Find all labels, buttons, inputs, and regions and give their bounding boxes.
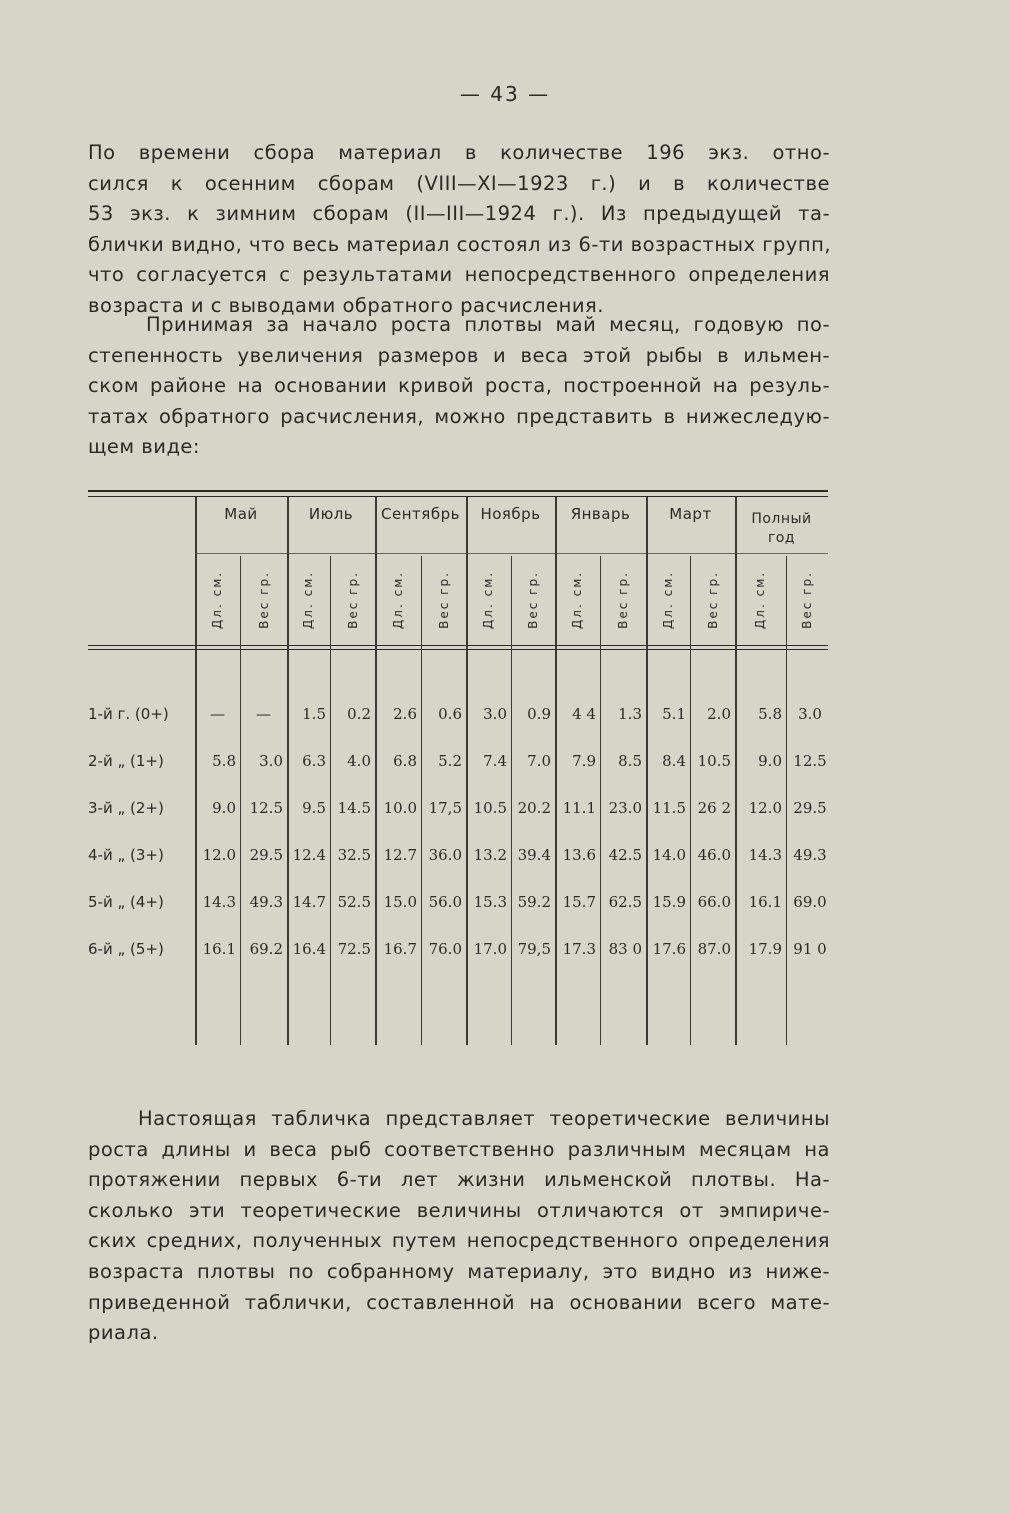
table-cell: 87.0 xyxy=(697,940,731,958)
sub-header-label: Дл. см. xyxy=(661,570,676,630)
text-line: щем виде: xyxy=(88,435,200,459)
table-cell: 0.9 xyxy=(527,705,551,723)
table-cell: 62.5 xyxy=(608,893,642,911)
table-cell: 5.8 xyxy=(758,705,782,723)
row-label: 2-й „ (1+) xyxy=(88,752,164,770)
table-cell: — xyxy=(210,705,225,723)
table-cell: 20.2 xyxy=(517,799,551,817)
sub-header-label: Вес гр. xyxy=(705,571,720,629)
table-cell: 36.0 xyxy=(428,846,462,864)
table-cell: 15.3 xyxy=(473,893,507,911)
table-cell: 17.9 xyxy=(748,940,782,958)
table-cell: 11.1 xyxy=(562,799,596,817)
month-header: Май xyxy=(224,505,258,523)
month-divider xyxy=(195,553,828,554)
sub-header-label: Вес гр. xyxy=(436,571,451,629)
paragraph-2 xyxy=(88,310,830,463)
table-cell: 32.5 xyxy=(337,846,371,864)
table-cell: 0.2 xyxy=(347,705,371,723)
table-cell: 69.0 xyxy=(793,893,827,911)
table-cell: 12.4 xyxy=(292,846,326,864)
table-cell: 66.0 xyxy=(697,893,731,911)
sub-header-label: Вес гр. xyxy=(256,571,271,629)
text-line: возраста плотвы по собранному материалу, это видно из ниже- xyxy=(88,1259,830,1283)
sub-header-label: Вес гр. xyxy=(526,571,541,629)
table-cell: 16.4 xyxy=(292,940,326,958)
table-cell: 13.2 xyxy=(473,846,507,864)
table-cell: — xyxy=(256,705,271,723)
length-header xyxy=(735,560,786,640)
table-cell: 23.0 xyxy=(608,799,642,817)
header-bottom-rule xyxy=(88,645,828,646)
table-cell: 13.6 xyxy=(562,846,596,864)
table-cell: 91 0 xyxy=(793,940,827,958)
table-cell: 1.5 xyxy=(302,705,326,723)
text-line: степенность увеличения размеров и веса этой рыбы в ильмен- xyxy=(88,343,830,367)
table-cell: 15.0 xyxy=(383,893,417,911)
table-cell: 10.5 xyxy=(473,799,507,817)
table-cell: 16.1 xyxy=(202,940,236,958)
table-cell: 4 4 xyxy=(572,705,596,723)
table-cell: 12.7 xyxy=(383,846,417,864)
month-header: Март xyxy=(669,505,712,523)
table-cell: 15.9 xyxy=(652,893,686,911)
table-cell: 12.5 xyxy=(249,799,283,817)
table-cell: 14.3 xyxy=(202,893,236,911)
table-cell: 0.6 xyxy=(438,705,462,723)
row-label: 4-й „ (3+) xyxy=(88,846,164,864)
sub-header-label: Вес гр. xyxy=(345,571,360,629)
table-cell: 11.5 xyxy=(652,799,686,817)
table-cell: 4.0 xyxy=(347,752,371,770)
month-header: Полный год xyxy=(751,511,812,546)
weight-header xyxy=(511,560,555,640)
text-line: протяжении первых 6-ти лет жизни ильменской плотвы. На- xyxy=(88,1168,830,1192)
table-cell: 7.9 xyxy=(572,752,596,770)
text-line: блички видно, что весь материал состоял из 6-ти возрастных групп, xyxy=(88,232,832,256)
table-cell: 49.3 xyxy=(793,846,827,864)
table-cell: 10.0 xyxy=(383,799,417,817)
table-cell: 9.0 xyxy=(212,799,236,817)
table-cell: 1.3 xyxy=(618,705,642,723)
table-cell: 12.5 xyxy=(793,752,827,770)
row-label: 5-й „ (4+) xyxy=(88,893,164,911)
table-cell: 79,5 xyxy=(517,940,551,958)
table-cell: 3.0 xyxy=(798,705,822,723)
table-cell: 8.4 xyxy=(662,752,686,770)
text-line: риала. xyxy=(88,1321,159,1345)
table-cell: 15.7 xyxy=(562,893,596,911)
sub-header-label: Дл. см. xyxy=(753,570,768,630)
text-line: Принимая за начало роста плотвы май месяц, годовую по- xyxy=(146,313,830,336)
table-cell: 29.5 xyxy=(793,799,827,817)
sub-header-label: Вес гр. xyxy=(800,571,815,629)
table-cell: 56.0 xyxy=(428,893,462,911)
text-line: роста длины и веса рыб соответственно различным месяцам на xyxy=(88,1137,830,1161)
sub-header-label: Вес гр. xyxy=(616,571,631,629)
length-header xyxy=(375,560,421,640)
row-label: 3-й „ (2+) xyxy=(88,799,164,817)
text-line: сился к осенним сборам (VIII—XI—1923 г.) и в количестве xyxy=(88,171,830,195)
text-line: приведенной таблички, составленной на основании всего мате- xyxy=(88,1290,830,1314)
table-cell: 2.6 xyxy=(393,705,417,723)
sub-header-label: Дл. см. xyxy=(481,570,496,630)
table-cell: 9.5 xyxy=(302,799,326,817)
page-number: — 43 — xyxy=(459,82,551,106)
month-header: Январь xyxy=(570,505,631,523)
table-cell: 26 2 xyxy=(697,799,731,817)
row-label: 6-й „ (5+) xyxy=(88,940,164,958)
table-top-rule xyxy=(88,490,828,492)
month-header: Сентябрь xyxy=(381,505,460,523)
month-header: Ноябрь xyxy=(480,505,541,523)
table-cell: 7.4 xyxy=(483,752,507,770)
table-cell: 17.3 xyxy=(562,940,596,958)
sub-header-label: Дл. см. xyxy=(210,570,225,630)
table-cell: 14.5 xyxy=(337,799,371,817)
length-header xyxy=(466,560,511,640)
weight-header xyxy=(690,560,735,640)
table-cell: 12.0 xyxy=(748,799,782,817)
table-cell: 2.0 xyxy=(707,705,731,723)
sub-header-label: Дл. см. xyxy=(570,570,585,630)
text-line: возраста и с выводами обратного расчисления. xyxy=(88,293,604,317)
table-cell: 14.0 xyxy=(652,846,686,864)
paragraph-1 xyxy=(88,138,830,322)
table-cell: 14.3 xyxy=(748,846,782,864)
table-cell: 5.1 xyxy=(662,705,686,723)
table-cell: 12.0 xyxy=(202,846,236,864)
table-cell: 10.5 xyxy=(697,752,731,770)
table-cell: 17.0 xyxy=(473,940,507,958)
text-line: Настоящая табличка представляет теоретические величины xyxy=(138,1107,830,1130)
length-header xyxy=(646,560,690,640)
sub-header-label: Дл. см. xyxy=(301,570,316,630)
text-line: По времени сбора материал в количестве 196 экз. отно- xyxy=(88,141,830,164)
text-line: что согласуется с результатами непосредственного определения xyxy=(88,263,830,287)
table-cell: 7.0 xyxy=(527,752,551,770)
row-label: 1-й г. (0+) xyxy=(88,705,169,723)
weight-header xyxy=(786,560,828,640)
table-cell: 5.8 xyxy=(212,752,236,770)
table-cell: 83 0 xyxy=(608,940,642,958)
table-cell: 16.7 xyxy=(383,940,417,958)
table-cell: 39.4 xyxy=(517,846,551,864)
table-cell: 3.0 xyxy=(259,752,283,770)
length-header xyxy=(195,560,240,640)
table-cell: 42.5 xyxy=(608,846,642,864)
table-cell: 52.5 xyxy=(337,893,371,911)
paragraph-3 xyxy=(88,1104,830,1349)
table-cell: 46.0 xyxy=(697,846,731,864)
weight-header xyxy=(421,560,466,640)
table-cell: 8.5 xyxy=(618,752,642,770)
text-line: татах обратного расчисления, можно представить в нижеследую- xyxy=(88,404,830,428)
table-cell: 59.2 xyxy=(517,893,551,911)
table-cell: 17,5 xyxy=(428,799,462,817)
table-cell: 16.1 xyxy=(748,893,782,911)
length-header xyxy=(555,560,600,640)
table-cell: 69.2 xyxy=(249,940,283,958)
table-cell: 17.6 xyxy=(652,940,686,958)
month-header: Июль xyxy=(308,505,354,523)
table-cell: 49.3 xyxy=(249,893,283,911)
header-bottom-rule xyxy=(88,649,828,650)
weight-header xyxy=(600,560,646,640)
sub-header-label: Дл. см. xyxy=(391,570,406,630)
table-cell: 14.7 xyxy=(292,893,326,911)
table-cell: 29.5 xyxy=(249,846,283,864)
table-cell: 9.0 xyxy=(758,752,782,770)
table-cell: 5.2 xyxy=(438,752,462,770)
weight-header xyxy=(240,560,287,640)
table-cell: 72.5 xyxy=(337,940,371,958)
text-line: сколько эти теоретические величины отличаются от эмпириче- xyxy=(88,1198,830,1222)
text-line: ских средних, полученных путем непосредственного определения xyxy=(88,1229,830,1253)
weight-header xyxy=(330,560,375,640)
table-top-rule xyxy=(88,496,828,497)
table-cell: 76.0 xyxy=(428,940,462,958)
length-header xyxy=(287,560,330,640)
table-cell: 3.0 xyxy=(483,705,507,723)
text-line: 53 экз. к зимним сборам (II—III—1924 г.). Из предыдущей та- xyxy=(88,202,830,226)
text-line: ском районе на основании кривой роста, построенной на резуль- xyxy=(88,374,830,398)
table-cell: 6.3 xyxy=(302,752,326,770)
table-cell: 6.8 xyxy=(393,752,417,770)
